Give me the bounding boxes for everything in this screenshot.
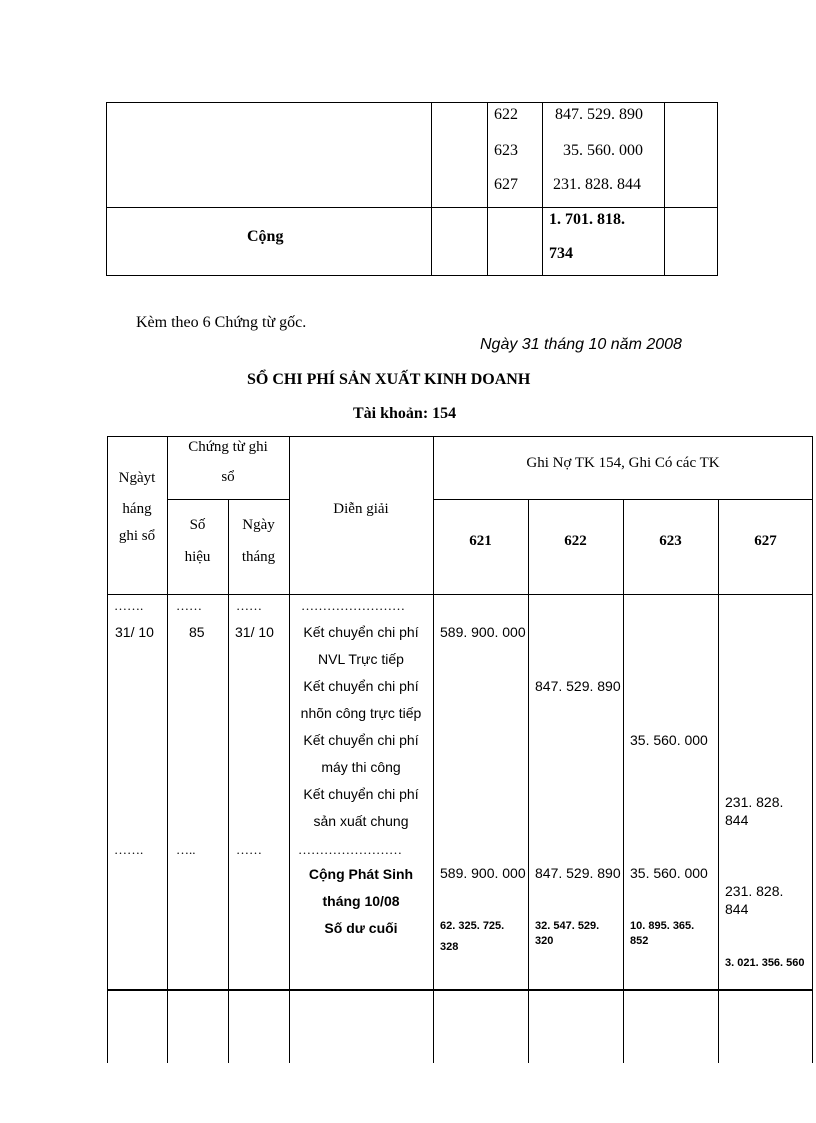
desc-line-8: sản xuất chung [313,813,409,829]
entry-voucher-date: 31/ 10 [235,624,274,640]
header-voucher-2: sổ [221,469,235,485]
header-debit-group: Ghi Nợ TK 154, Ghi Có các TK [526,455,720,471]
header-acc-622: 622 [564,533,587,549]
header-date-2: háng [122,501,152,517]
closing-label: Số dư cuối [324,920,398,936]
total-627-line2: 844 [725,901,749,917]
amount-622: 847. 529. 890 [535,678,621,694]
top-account-623: 623 [494,142,518,159]
account-line: Tài khoản: 154 [353,405,457,422]
total-621: 589. 900. 000 [440,865,526,881]
desc-line-1: Kết chuyển chi phí [303,624,419,640]
entry-date: 31/ 10 [115,624,154,640]
header-date-1: Ngàyt [118,470,156,486]
dots-voucher-date: …… [236,598,262,613]
closing-623-line2: 852 [630,935,649,947]
dots-voucher-no: …… [176,598,202,613]
dots-description-2: …………………… [298,842,402,857]
header-acc-621: 621 [469,533,492,549]
ledger-title: SỔ CHI PHÍ SẢN XUẤT KINH DOANH [247,371,531,388]
total-label-2: tháng 10/08 [322,893,400,909]
header-voucher-1: Chứng từ ghi [188,439,268,455]
dots-voucher-date-2: …… [236,842,262,857]
desc-line-7: Kết chuyển chi phí [303,786,419,802]
closing-621-line1: 62. 325. 725. [440,920,505,932]
top-total-amount-line1: 1. 701. 818. [549,211,625,228]
date-line: Ngày 31 tháng 10 năm 2008 [480,336,682,353]
amount-623: 35. 560. 000 [630,732,708,748]
dots-voucher-no-2: ….. [176,842,196,857]
top-amount-622: 847. 529. 890 [555,106,643,123]
total-622: 847. 529. 890 [535,865,621,881]
closing-622-line2: 320 [535,935,554,947]
attachment-note: Kèm theo 6 Chứng từ gốc. [136,314,307,331]
header-voucher-no-2: hiệu [184,549,211,565]
entry-voucher-no: 85 [189,624,205,640]
top-amount-627: 231. 828. 844 [553,176,641,193]
header-acc-627: 627 [754,533,777,549]
desc-line-6: máy thi công [321,759,401,775]
desc-line-3: Kết chuyển chi phí [303,678,419,694]
dots-description: …………………… [301,598,405,613]
top-total-label: Cộng [247,228,284,245]
header-voucher-no-1: Số [189,517,206,533]
closing-621-line2: 328 [440,941,459,953]
amount-621: 589. 900. 000 [440,624,526,640]
closing-627: 3. 021. 356. 560 [725,957,805,969]
dots-date-2: ……. [114,842,144,857]
amount-627-line1: 231. 828. [725,794,784,810]
total-label-1: Cộng Phát Sinh [308,866,414,882]
amount-627-line2: 844 [725,812,749,828]
top-account-627: 627 [494,176,518,193]
desc-line-4: nhõn công trực tiếp [300,705,422,721]
top-amount-623: 35. 560. 000 [563,142,643,159]
header-acc-623: 623 [659,533,682,549]
closing-622-line1: 32. 547. 529. [535,920,600,932]
header-voucher-date-2: tháng [241,549,276,565]
header-voucher-date-1: Ngày [242,517,275,533]
top-total-amount-line2: 734 [549,245,573,262]
closing-623-line1: 10. 895. 365. [630,920,695,932]
total-623: 35. 560. 000 [630,865,708,881]
desc-line-2: NVL Trực tiếp [318,651,404,667]
total-627-line1: 231. 828. [725,883,784,899]
dots-date: ……. [114,598,144,613]
desc-line-5: Kết chuyển chi phí [303,732,419,748]
header-date-3: ghi sổ [118,528,156,544]
header-description: Diễn giải [333,501,389,517]
top-account-622: 622 [494,106,518,123]
